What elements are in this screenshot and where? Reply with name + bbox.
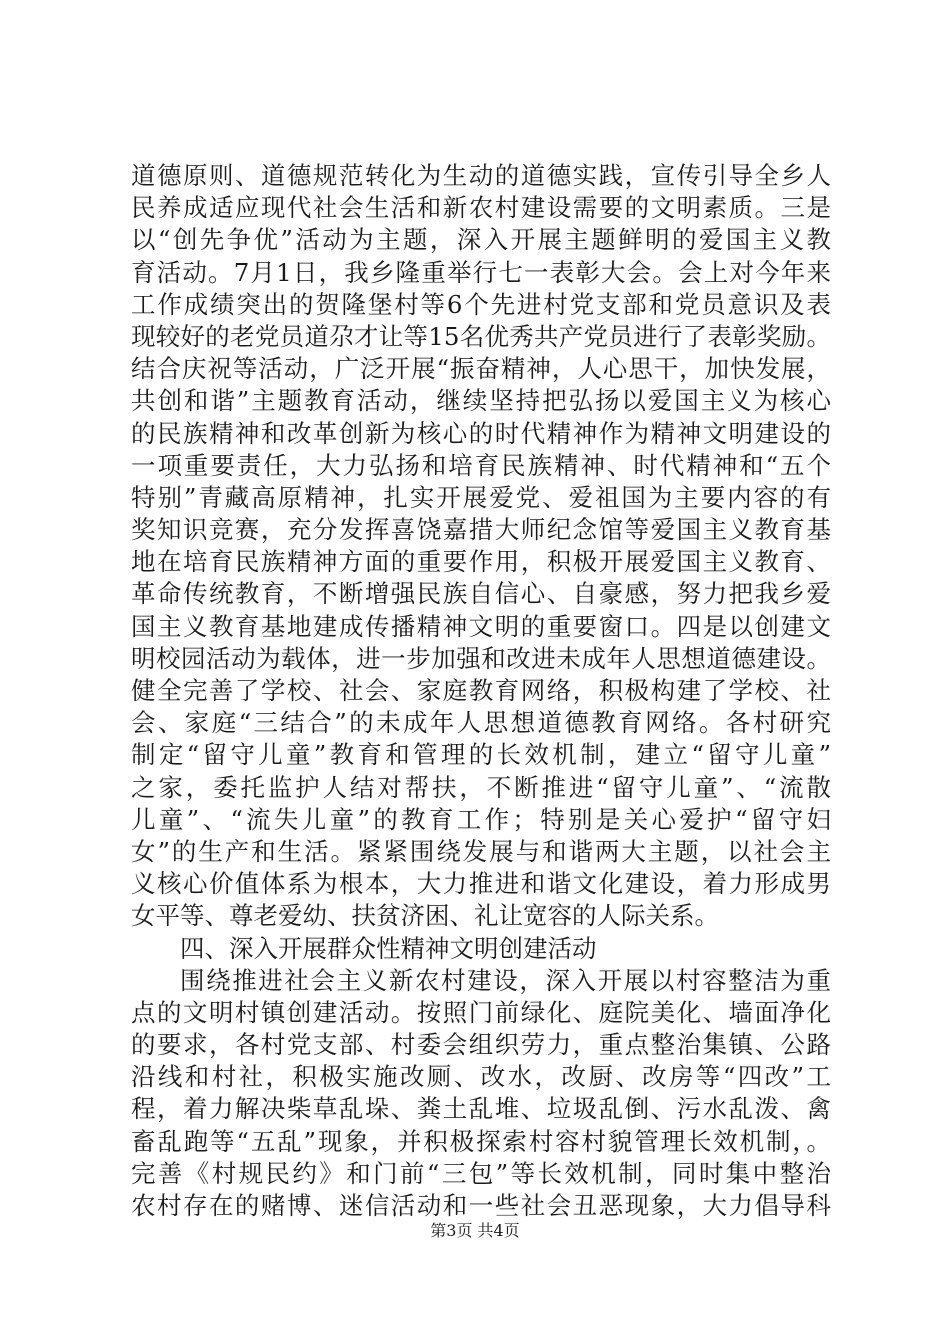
text-line: 民养成适应现代社会生活和新农村建设需要的文明素质。三是	[131, 193, 831, 223]
text-line: 沿线和村社，积极实施改厕、改水，改厨、改房等“四改”工	[131, 1062, 831, 1092]
text-line: 奖知识竞赛，充分发挥喜饶嘉措大师纪念馆等爱国主义教育基	[131, 515, 831, 545]
text-line: 义核心价值体系为根本，大力推进和谐文化建设，着力形成男	[131, 869, 831, 899]
text-line: 农村存在的赌博、迷信活动和一些社会丑恶现象，大力倡导科	[131, 1191, 831, 1220]
text-line: 制定“留守儿童”教育和管理的长效机制，建立“留守儿童”	[131, 740, 831, 770]
text-line: 之家，委托监护人结对帮扶，不断推进“留守儿童”、“流散	[131, 772, 831, 802]
text-line: 儿童”、“流失儿童”的教育工作；特别是关心爱护“留守妇	[131, 804, 831, 834]
text-line: 程，着力解决柴草乱垛、粪土乱堆、垃圾乱倒、污水乱泼、禽	[131, 1094, 831, 1124]
text-line: 健全完善了学校、社会、家庭教育网络，积极构建了学校、社	[131, 676, 831, 705]
text-line: 特别”青藏高原精神，扎实开展爱党、爱祖国为主要内容的有	[131, 482, 831, 512]
text-line: 会、家庭“三结合”的未成年人思想道德教育网络。各村研究	[131, 708, 831, 738]
text-line: 工作成绩突出的贺隆堡村等6个先进村党支部和党员意识及表	[131, 289, 831, 319]
text-line: 国主义教育基地建成传播精神文明的重要窗口。四是以创建文	[131, 611, 831, 641]
text-line: 完善《村规民约》和门前“三包”等长效机制，同时集中整治	[131, 1158, 831, 1188]
text-line: 现较好的老党员道尕才让等15名优秀共产党员进行了表彰奖励。	[131, 321, 831, 351]
text-line: 革命传统教育，不断增强民族自信心、自豪感，努力把我乡爱	[131, 579, 831, 609]
text-line: 点的文明村镇创建活动。按照门前绿化、庭院美化、墙面净化	[131, 997, 831, 1027]
body-paragraph	[131, 160, 831, 933]
text-line: 明校园活动为载体，进一步加强和改进未成年人思想道德建设。	[131, 643, 831, 673]
text-line: 围绕推进社会主义新农村建设，深入开展以村容整洁为重	[180, 965, 831, 995]
section-heading: 四、深入开展群众性精神文明创建活动	[180, 933, 597, 963]
text-line: 畜乱跑等“五乱”现象，并积极探索村容村貌管理长效机制，。	[131, 1126, 831, 1156]
document-body	[131, 160, 831, 1222]
text-line: 道德原则、道德规范转化为生动的道德实践，宣传引导全乡人	[131, 161, 831, 190]
text-line: 结合庆祝等活动，广泛开展“振奋精神，人心思干，加快发展，	[131, 354, 831, 384]
text-line: 育活动。7月1日，我乡隆重举行七一表彰大会。会上对今年来	[131, 257, 831, 287]
section-paragraph	[131, 965, 831, 1223]
text-line: 以“创先争优”活动为主题，深入开展主题鲜明的爱国主义教	[131, 225, 831, 255]
text-line: 的要求，各村党支部、村委会组织劳力，重点整治集镇、公路	[131, 1030, 831, 1060]
text-line: 地在培育民族精神方面的重要作用，积极开展爱国主义教育、	[131, 547, 831, 577]
text-line: 女”的生产和生活。紧紧围绕发展与和谐两大主题，以社会主	[131, 836, 831, 866]
text-line: 共创和谐”主题教育活动，继续坚持把弘扬以爱国主义为核心	[131, 386, 831, 416]
text-line: 的民族精神和改革创新为核心的时代精神作为精神文明建设的	[131, 418, 831, 448]
text-line: 一项重要责任，大力弘扬和培育民族精神、时代精神和“五个	[131, 450, 831, 480]
page-footer: 第3页 共4页	[430, 1221, 520, 1240]
text-line: 女平等、尊老爱幼、扶贫济困、礼让宽容的人际关系。	[131, 901, 719, 931]
